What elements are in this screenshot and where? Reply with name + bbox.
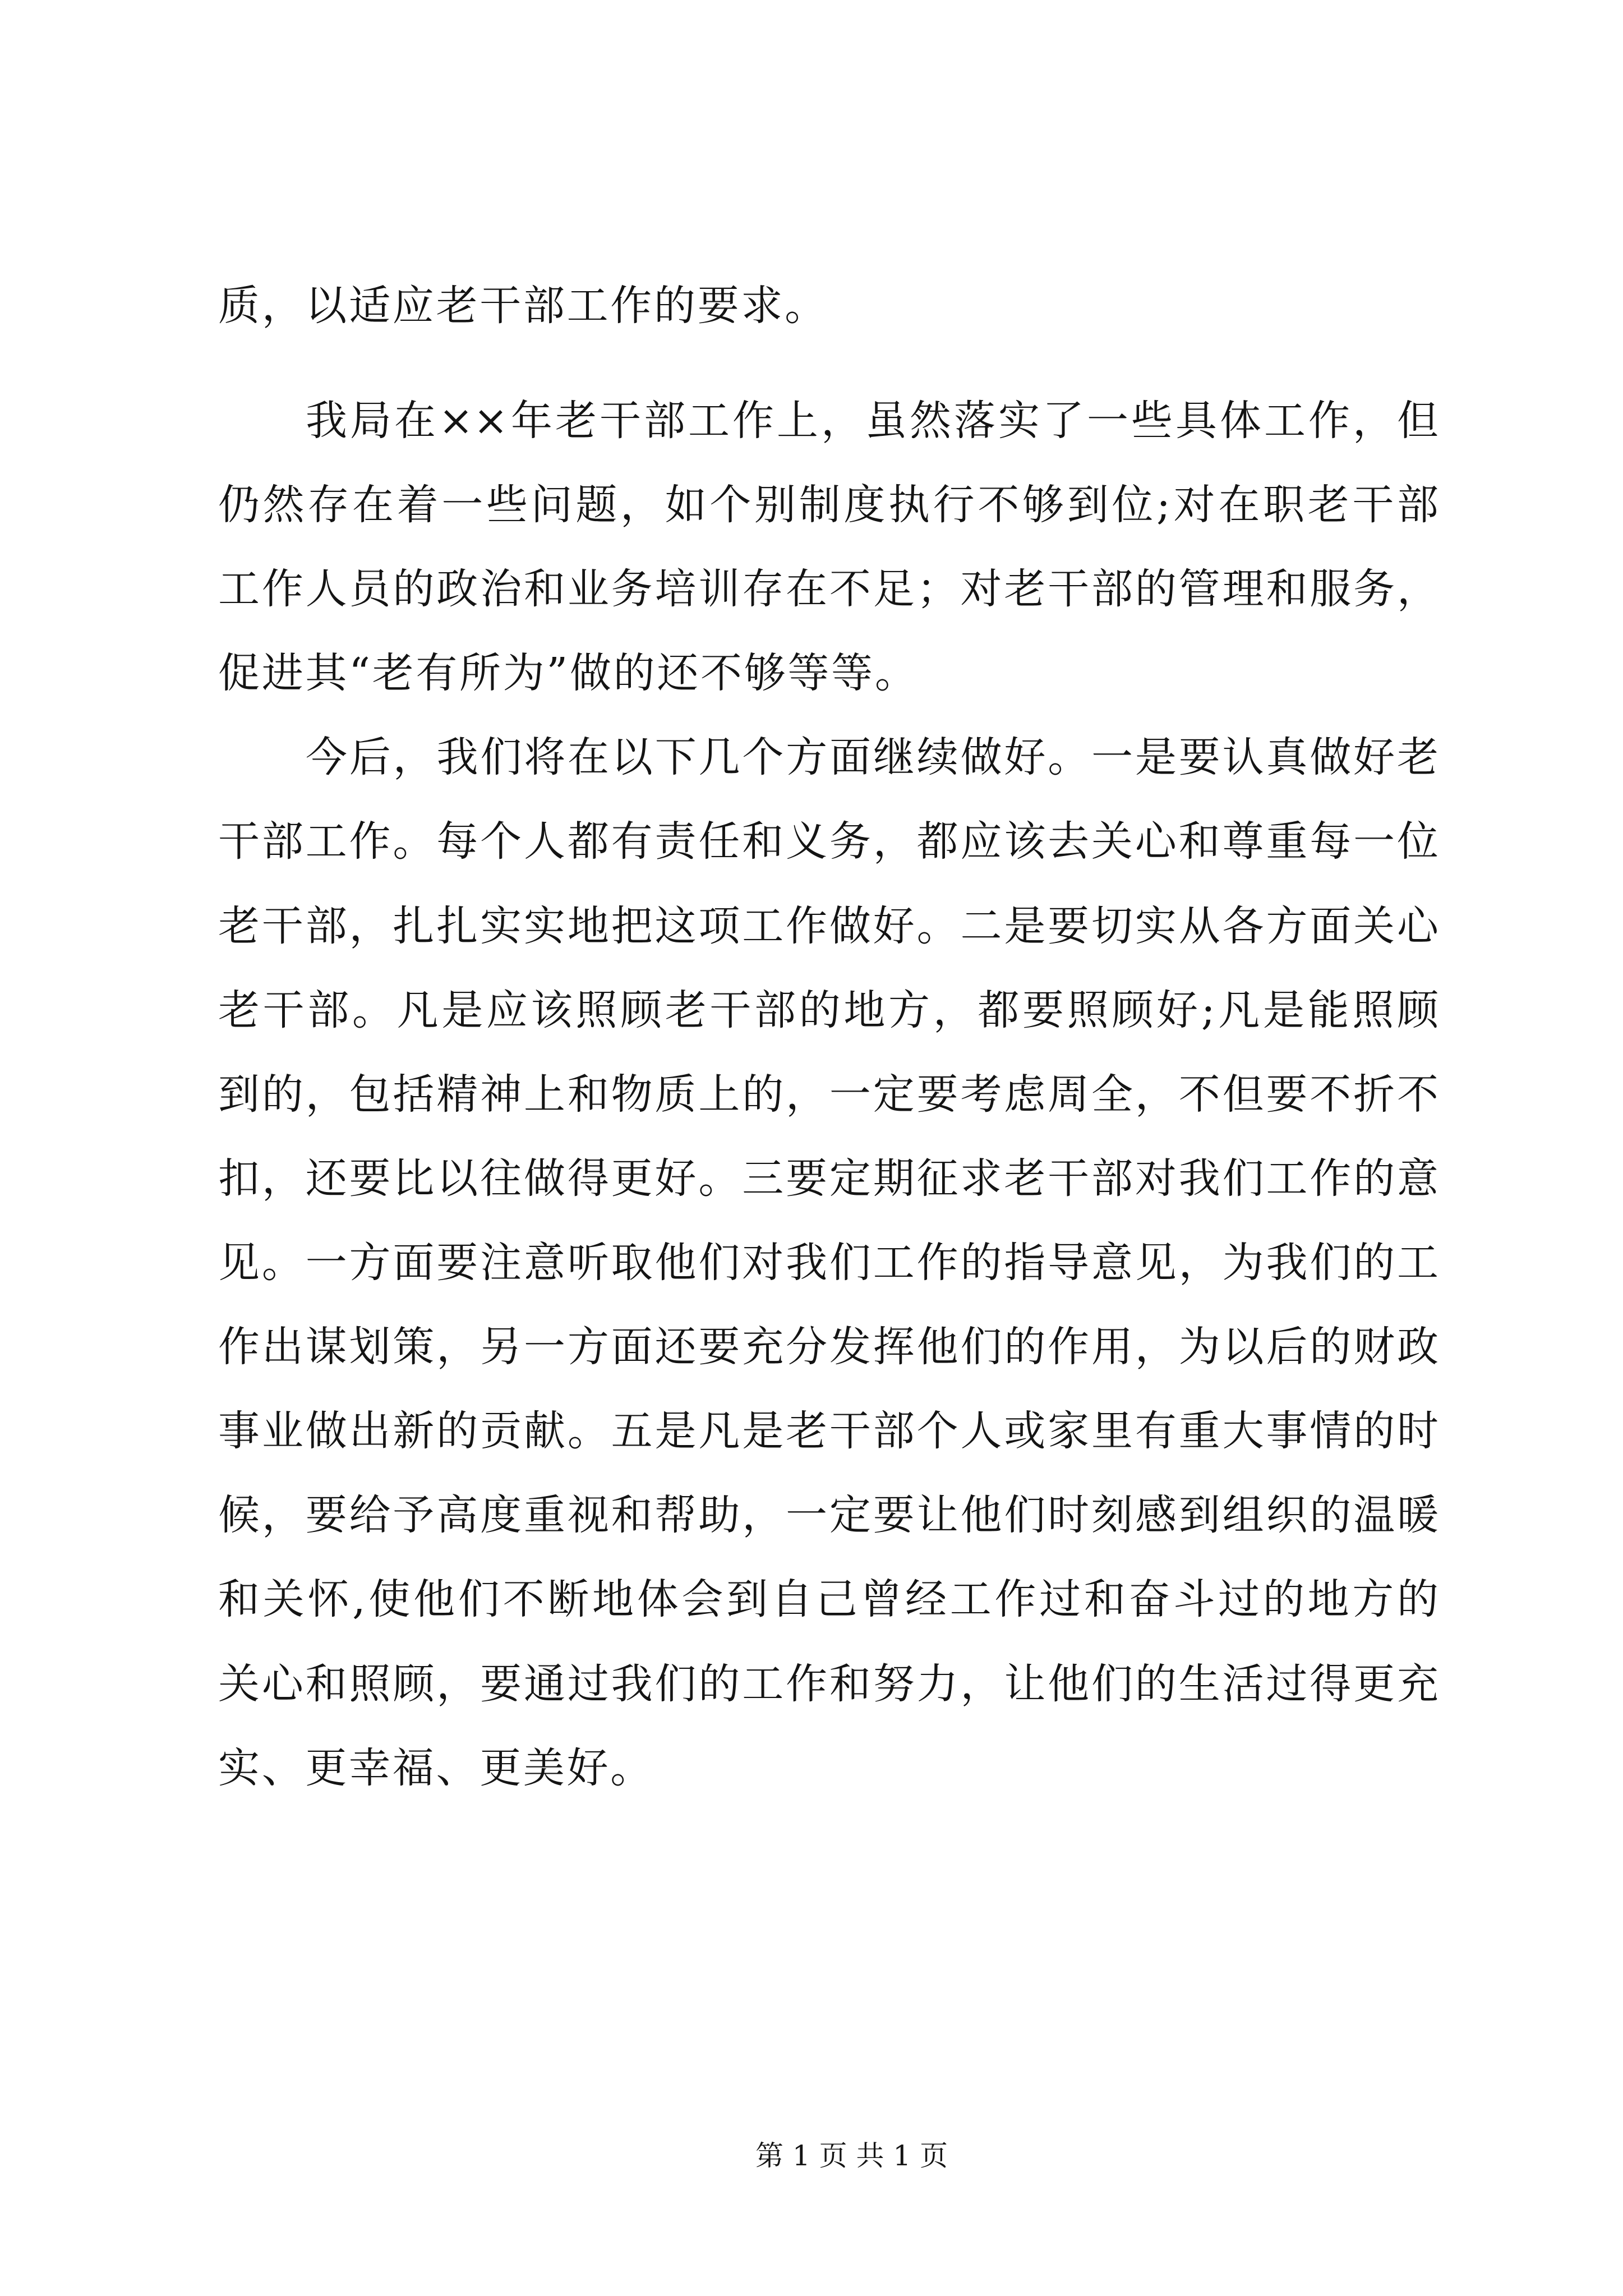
text-line: 扣，还要比以往做得更好。三要定期征求老干部对我们工作的意 — [218, 1154, 1438, 1203]
text-line: 仍然存在着一些问题，如个别制度执行不够到位;对在职老干部 — [218, 481, 1438, 529]
text-line: 今后，我们将在以下几个方面继续做好。一是要认真做好老 — [306, 733, 1438, 781]
text-line: 到的，包括精神上和物质上的，一定要考虑周全，不但要不折不 — [218, 1070, 1438, 1119]
page-number-footer: 第 1 页 共 1 页 — [755, 2139, 948, 2172]
text-line: 促进其“老有所为”做的还不够等等。 — [218, 649, 919, 697]
text-line: 工作人员的政治和业务培训存在不足；对老干部的管理和服务， — [218, 565, 1438, 613]
text-line: 干部工作。每个人都有责任和义务，都应该去关心和尊重每一位 — [218, 817, 1438, 866]
text-line: 事业做出新的贡献。五是凡是老干部个人或家里有重大事情的时 — [218, 1407, 1438, 1455]
text-line: 实、更幸福、更美好。 — [218, 1744, 654, 1792]
text-line: 质，以适应老干部工作的要求。 — [218, 282, 828, 330]
text-line: 老干部。凡是应该照顾老干部的地方，都要照顾好;凡是能照顾 — [218, 986, 1438, 1034]
text-line: 候，要给予高度重视和帮助，一定要让他们时刻感到组织的温暖 — [218, 1491, 1438, 1539]
text-line: 我局在××年老干部工作上，虽然落实了一些具体工作，但 — [306, 397, 1438, 445]
text-line: 关心和照顾，要通过我们的工作和努力，让他们的生活过得更充 — [218, 1660, 1438, 1708]
text-line: 见。一方面要注意听取他们对我们工作的指导意见，为我们的工 — [218, 1239, 1438, 1287]
text-line: 和关怀,使他们不断地体会到自己曾经工作过和奋斗过的地方的 — [218, 1575, 1438, 1623]
text-line: 作出谋划策，另一方面还要充分发挥他们的作用，为以后的财政 — [218, 1323, 1438, 1371]
text-line: 老干部，扎扎实实地把这项工作做好。二是要切实从各方面关心 — [218, 902, 1438, 950]
